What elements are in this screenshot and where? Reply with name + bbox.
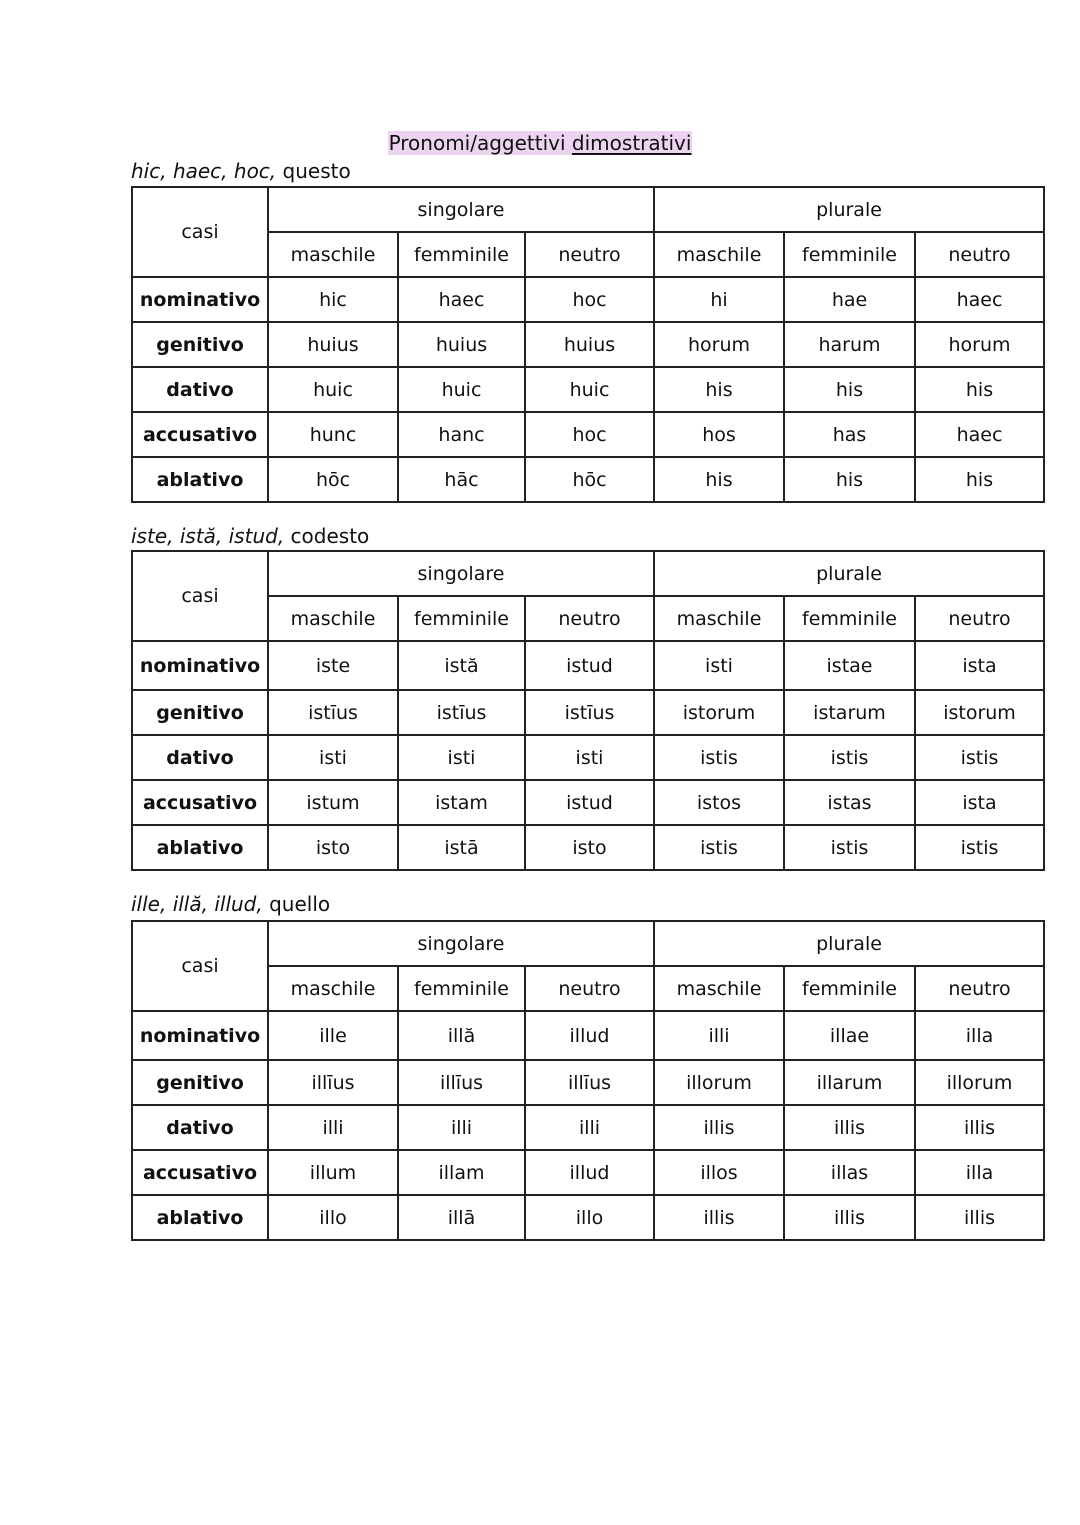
form-cell: istos: [654, 780, 784, 825]
form-cell: huic: [525, 367, 654, 412]
form-cell: hi: [654, 277, 784, 322]
header-femminile: femminile: [398, 596, 525, 641]
form-cell: huic: [398, 367, 525, 412]
case-label: nominativo: [132, 277, 268, 322]
header-neutro: neutro: [525, 596, 654, 641]
form-cell: hic: [268, 277, 398, 322]
header-femminile: femminile: [784, 596, 915, 641]
form-cell: hunc: [268, 412, 398, 457]
form-cell: ista: [915, 780, 1044, 825]
pronoun-forms: iste, istă, istud,: [131, 524, 285, 548]
table-row: [132, 690, 1044, 735]
form-cell: iste: [268, 641, 398, 690]
form-cell: istis: [654, 825, 784, 870]
declension-table: [131, 550, 1045, 871]
form-cell: istam: [398, 780, 525, 825]
case-label: ablativo: [132, 825, 268, 870]
form-cell: istae: [784, 641, 915, 690]
form-cell: isti: [654, 641, 784, 690]
form-cell: illi: [654, 1011, 784, 1060]
header-singolare: singolare: [268, 921, 654, 966]
header-maschile: maschile: [268, 966, 398, 1011]
form-cell: illorum: [915, 1060, 1044, 1105]
pronoun-forms: ille, illă, illud,: [131, 892, 263, 916]
form-cell: isti: [525, 735, 654, 780]
header-neutro: neutro: [525, 232, 654, 277]
case-label: genitivo: [132, 690, 268, 735]
form-cell: illorum: [654, 1060, 784, 1105]
table-row: [132, 322, 1044, 367]
case-label: genitivo: [132, 322, 268, 367]
form-cell: illis: [915, 1195, 1044, 1240]
form-cell: illis: [654, 1105, 784, 1150]
page-title: [0, 129, 1080, 157]
form-cell: hae: [784, 277, 915, 322]
table-row: [132, 1060, 1044, 1105]
header-singolare: singolare: [268, 187, 654, 232]
form-cell: hōc: [525, 457, 654, 502]
form-cell: istā: [398, 825, 525, 870]
header-row-gender: [132, 966, 1044, 1011]
pronoun-forms: hic, haec, hoc,: [131, 159, 277, 183]
pronoun-meaning: quello: [262, 892, 331, 916]
header-casi: casi: [132, 187, 268, 277]
form-cell: ille: [268, 1011, 398, 1060]
case-label: accusativo: [132, 412, 268, 457]
form-cell: hoc: [525, 412, 654, 457]
form-cell: illud: [525, 1011, 654, 1060]
table-row: [132, 825, 1044, 870]
case-label: accusativo: [132, 1150, 268, 1195]
form-cell: ista: [915, 641, 1044, 690]
header-casi: casi: [132, 921, 268, 1011]
header-row-gender: [132, 232, 1044, 277]
title-underlined-word: dimostrativi: [571, 131, 692, 155]
case-label: dativo: [132, 735, 268, 780]
form-cell: illīus: [398, 1060, 525, 1105]
form-cell: illo: [525, 1195, 654, 1240]
header-neutro: neutro: [915, 966, 1044, 1011]
header-femminile: femminile: [784, 966, 915, 1011]
form-cell: his: [784, 457, 915, 502]
header-row-number: [132, 921, 1044, 966]
case-label: dativo: [132, 367, 268, 412]
form-cell: illi: [398, 1105, 525, 1150]
form-cell: istis: [915, 735, 1044, 780]
pronoun-meaning: questo: [276, 159, 351, 183]
form-cell: istă: [398, 641, 525, 690]
declension-table: [131, 186, 1045, 503]
form-cell: illis: [915, 1105, 1044, 1150]
header-row-number: [132, 187, 1044, 232]
table-caption: [131, 523, 369, 549]
form-cell: illā: [398, 1195, 525, 1240]
table-row: [132, 412, 1044, 457]
form-cell: huius: [268, 322, 398, 367]
form-cell: isto: [525, 825, 654, 870]
form-cell: illi: [525, 1105, 654, 1150]
table-row: [132, 367, 1044, 412]
form-cell: illīus: [268, 1060, 398, 1105]
case-label: genitivo: [132, 1060, 268, 1105]
form-cell: istum: [268, 780, 398, 825]
form-cell: illarum: [784, 1060, 915, 1105]
form-cell: istas: [784, 780, 915, 825]
case-label: nominativo: [132, 1011, 268, 1060]
pronoun-meaning: codesto: [284, 524, 370, 548]
case-label: nominativo: [132, 641, 268, 690]
header-maschile: maschile: [268, 232, 398, 277]
form-cell: illis: [654, 1195, 784, 1240]
form-cell: istis: [915, 825, 1044, 870]
header-neutro: neutro: [915, 232, 1044, 277]
form-cell: istis: [654, 735, 784, 780]
form-cell: isto: [268, 825, 398, 870]
form-cell: horum: [915, 322, 1044, 367]
declension-table: [131, 920, 1045, 1241]
form-cell: illis: [784, 1105, 915, 1150]
form-cell: istud: [525, 780, 654, 825]
header-neutro: neutro: [915, 596, 1044, 641]
table-row: [132, 1105, 1044, 1150]
form-cell: illae: [784, 1011, 915, 1060]
table-row: [132, 1011, 1044, 1060]
title-prefix: Pronomi/aggettivi: [388, 131, 572, 155]
form-cell: his: [915, 367, 1044, 412]
table-row: [132, 1195, 1044, 1240]
header-plurale: plurale: [654, 187, 1044, 232]
header-row-number: [132, 551, 1044, 596]
form-cell: istis: [784, 735, 915, 780]
form-cell: isti: [398, 735, 525, 780]
form-cell: istarum: [784, 690, 915, 735]
form-cell: huius: [398, 322, 525, 367]
table-row: [132, 780, 1044, 825]
table-caption: [131, 891, 330, 917]
header-maschile: maschile: [268, 596, 398, 641]
form-cell: istorum: [654, 690, 784, 735]
form-cell: has: [784, 412, 915, 457]
form-cell: haec: [915, 412, 1044, 457]
form-cell: his: [784, 367, 915, 412]
form-cell: illa: [915, 1011, 1044, 1060]
form-cell: istis: [784, 825, 915, 870]
table-row: [132, 457, 1044, 502]
form-cell: illīus: [525, 1060, 654, 1105]
form-cell: haec: [915, 277, 1044, 322]
form-cell: hanc: [398, 412, 525, 457]
form-cell: hōc: [268, 457, 398, 502]
form-cell: hoc: [525, 277, 654, 322]
form-cell: illam: [398, 1150, 525, 1195]
form-cell: isti: [268, 735, 398, 780]
header-maschile: maschile: [654, 966, 784, 1011]
header-femminile: femminile: [398, 232, 525, 277]
form-cell: illos: [654, 1150, 784, 1195]
form-cell: huic: [268, 367, 398, 412]
form-cell: illud: [525, 1150, 654, 1195]
form-cell: illum: [268, 1150, 398, 1195]
title-highlight: [388, 131, 693, 155]
table-row: [132, 277, 1044, 322]
form-cell: illis: [784, 1195, 915, 1240]
case-label: accusativo: [132, 780, 268, 825]
form-cell: istīus: [525, 690, 654, 735]
form-cell: illa: [915, 1150, 1044, 1195]
form-cell: his: [654, 457, 784, 502]
header-row-gender: [132, 596, 1044, 641]
form-cell: hos: [654, 412, 784, 457]
form-cell: illas: [784, 1150, 915, 1195]
table-row: [132, 641, 1044, 690]
form-cell: hāc: [398, 457, 525, 502]
case-label: ablativo: [132, 1195, 268, 1240]
header-maschile: maschile: [654, 596, 784, 641]
header-plurale: plurale: [654, 551, 1044, 596]
table-row: [132, 1150, 1044, 1195]
case-label: ablativo: [132, 457, 268, 502]
form-cell: istud: [525, 641, 654, 690]
header-casi: casi: [132, 551, 268, 641]
case-label: dativo: [132, 1105, 268, 1150]
table-row: [132, 735, 1044, 780]
header-femminile: femminile: [784, 232, 915, 277]
table-caption: [131, 158, 351, 184]
header-singolare: singolare: [268, 551, 654, 596]
form-cell: huius: [525, 322, 654, 367]
form-cell: istorum: [915, 690, 1044, 735]
form-cell: horum: [654, 322, 784, 367]
form-cell: haec: [398, 277, 525, 322]
header-neutro: neutro: [525, 966, 654, 1011]
form-cell: his: [915, 457, 1044, 502]
form-cell: istīus: [268, 690, 398, 735]
header-maschile: maschile: [654, 232, 784, 277]
form-cell: istīus: [398, 690, 525, 735]
form-cell: his: [654, 367, 784, 412]
form-cell: illi: [268, 1105, 398, 1150]
form-cell: illă: [398, 1011, 525, 1060]
header-plurale: plurale: [654, 921, 1044, 966]
form-cell: harum: [784, 322, 915, 367]
header-femminile: femminile: [398, 966, 525, 1011]
form-cell: illo: [268, 1195, 398, 1240]
